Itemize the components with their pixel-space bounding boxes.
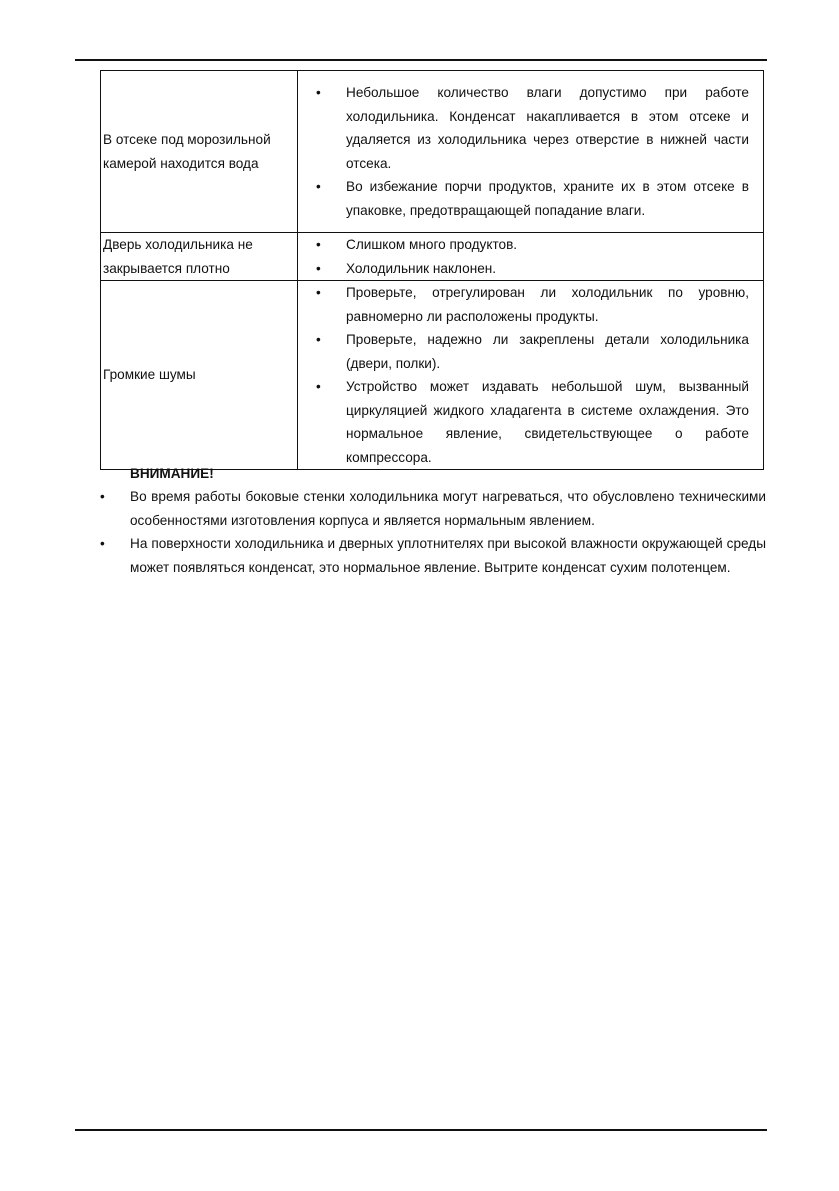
warning-title: ВНИМАНИЕ! xyxy=(130,466,214,481)
list-item xyxy=(298,281,749,328)
table-row xyxy=(101,281,764,470)
warning-list xyxy=(100,485,766,579)
list-item xyxy=(100,485,766,532)
cause-text: Слишком много продуктов. xyxy=(346,237,518,252)
footer-rule xyxy=(75,1129,767,1131)
list-item xyxy=(298,257,749,281)
table-row xyxy=(101,233,764,281)
problem-cell: Дверь холодильника не закрывается плотно xyxy=(101,233,298,281)
cause-text: Проверьте, надежно ли закреплены детали холодильника (двери, полки). xyxy=(346,332,749,371)
troubleshooting-table xyxy=(100,70,764,470)
causes-cell xyxy=(298,71,764,233)
warning-text: Во время работы боковые стенки холодильника могут нагреваться, что обусловлено техническими особенностями изготовления корпуса и является нормальным явлением. xyxy=(130,489,766,528)
cause-text: Холодильник наклонен. xyxy=(346,260,497,276)
problem-cell: Громкие шумы xyxy=(101,281,298,470)
bullet-icon: • xyxy=(316,332,321,347)
list-item xyxy=(298,81,749,175)
bullet-icon: • xyxy=(316,179,321,194)
causes-cell xyxy=(298,233,764,281)
bullet-icon: • xyxy=(316,85,321,100)
bullet-icon: • xyxy=(316,260,321,276)
bullet-icon: • xyxy=(316,285,321,300)
table-row xyxy=(101,71,764,233)
problem-cell: В отсеке под морозильной камерой находится вода xyxy=(101,71,298,233)
bullet-icon: • xyxy=(316,237,321,252)
cause-text: Во избежание порчи продуктов, храните их в этом отсеке в упаковке, предотвращающей попадание влаги. xyxy=(346,179,749,218)
bullet-icon: • xyxy=(100,489,105,504)
bullet-icon: • xyxy=(316,379,321,394)
warning-text: На поверхности холодильника и дверных уплотнителях при высокой влажности окружающей среды может появляться конденсат, это нормальное явление. Вытрите конденсат сухим полотенцем. xyxy=(130,536,766,575)
list-item xyxy=(100,532,766,579)
list-item xyxy=(298,175,749,222)
header-rule xyxy=(75,59,767,61)
list-item xyxy=(298,233,749,257)
causes-cell xyxy=(298,281,764,470)
list-item xyxy=(298,375,749,469)
cause-text: Устройство может издавать небольшой шум, вызванный циркуляцией жидкого хладагента в системе охлаждения. Это нормальное явление, свидетельствующее о работе компрессора. xyxy=(346,379,749,465)
list-item xyxy=(298,328,749,375)
bullet-icon: • xyxy=(100,536,105,551)
cause-text: Проверьте, отрегулирован ли холодильник по уровню, равномерно ли расположены продукты. xyxy=(346,285,749,324)
cause-text: Небольшое количество влаги допустимо при работе холодильника. Конденсат накапливается в этом отсеке и удаляется из холодильника через отверстие в нижней части отсека. xyxy=(346,85,749,171)
